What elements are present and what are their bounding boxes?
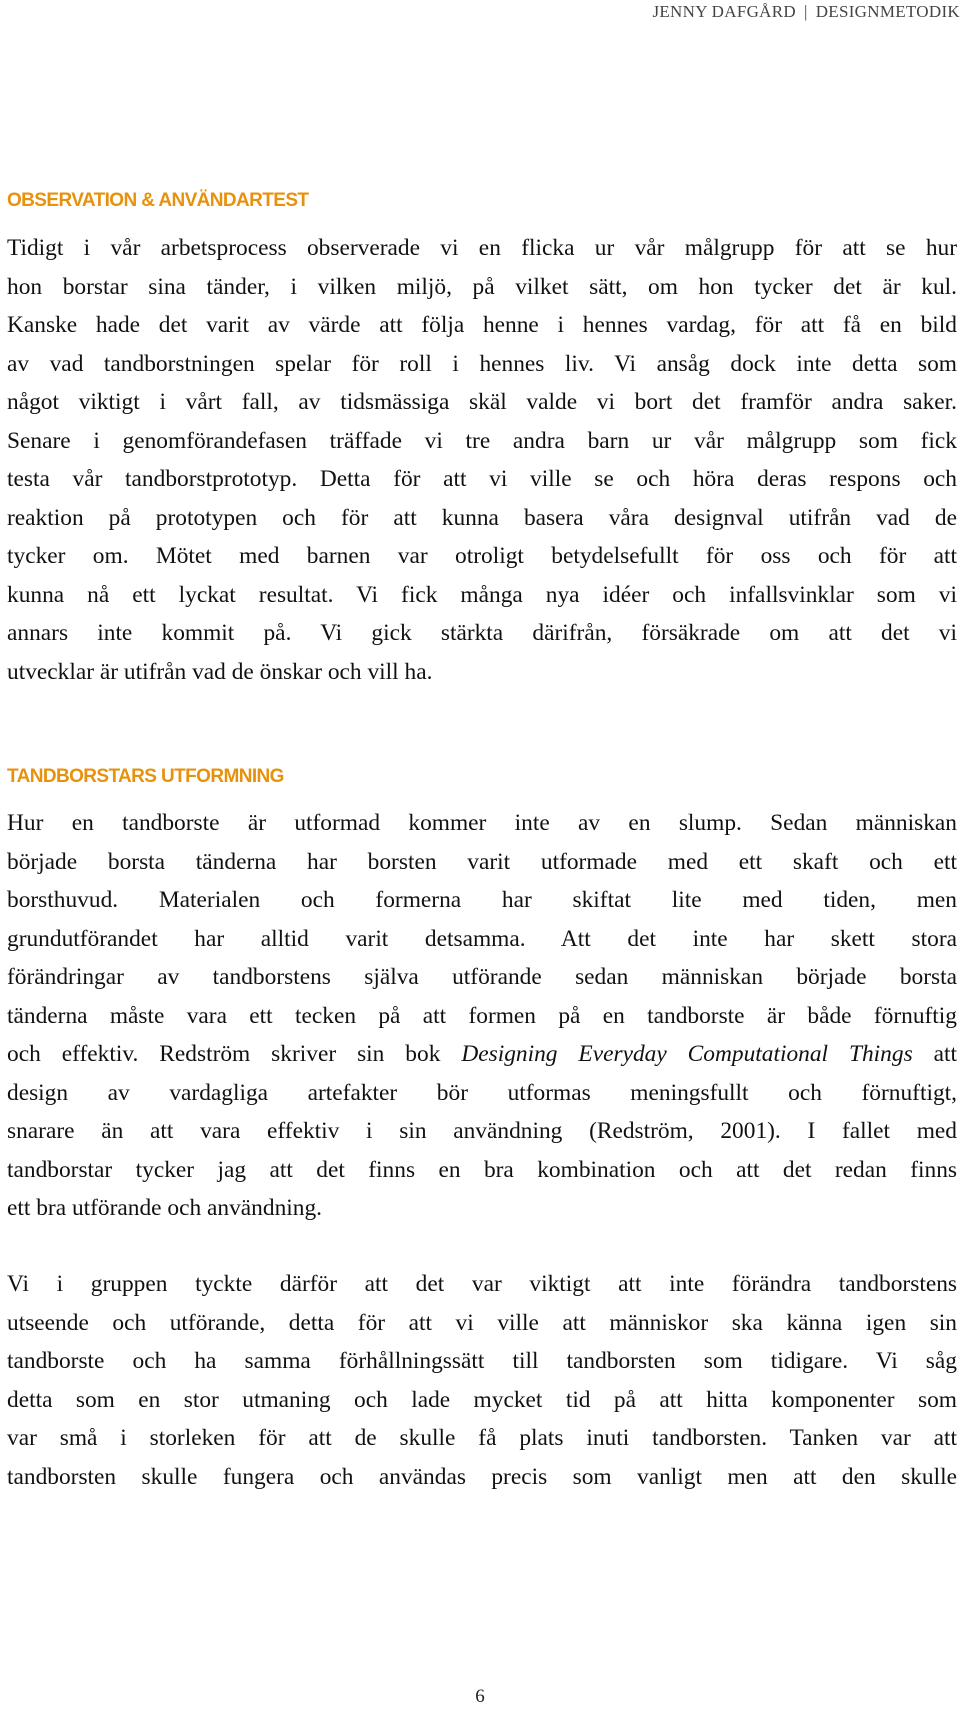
text-line: annars inte kommit på. Vi gick stärkta därifrån, försäkrade om att det vi xyxy=(7,620,957,646)
text-line: utseende och utförande, detta för att vi ville att människor ska känna igen sin xyxy=(7,1309,957,1336)
text-line: utvecklar är utifrån vad de önskar och vill ha. xyxy=(7,658,433,685)
header-subject: DESIGNMETODIK xyxy=(815,2,960,21)
text-line: borsthuvud. Materialen och formerna har skiftat lite med tiden, men xyxy=(7,887,957,913)
text-line: något viktigt i vårt fall, av tidsmässiga skäl valde vi bort det framför andra saker. xyxy=(7,389,957,415)
text-line: grundutförandet har alltid varit detsamma. Att det inte har skett stora xyxy=(7,925,957,952)
text-line: förändringar av tandborstens själva utförande sedan människan började borsta xyxy=(7,964,957,990)
running-header xyxy=(0,2,960,22)
text-line: tandborsten skulle fungera och användas precis som vanligt men att den skulle xyxy=(7,1463,957,1490)
text-line: tänderna måste vara ett tecken på att formen på en tandborste är både förnuftig xyxy=(7,1002,957,1029)
text-line: Vi i gruppen tyckte därför att det var viktigt att inte förändra tandborstens xyxy=(7,1271,957,1297)
text-line-with-book-title xyxy=(7,1035,957,1074)
text-line: började borsta tänderna har borsten varit utformade med ett skaft och ett xyxy=(7,848,957,875)
text-line: Hur en tandborste är utformad kommer inte av en slump. Sedan människan xyxy=(7,810,957,836)
text-line: tycker om. Mötet med barnen var otroligt betydelsefullt för oss och för att xyxy=(7,543,957,569)
text-line: Tidigt i vår arbetsprocess observerade vi en flicka ur vår målgrupp för att se hur xyxy=(7,235,957,261)
paragraph-gruppen xyxy=(7,1265,957,1496)
header-separator: | xyxy=(803,2,808,21)
text-fragment: och effektiv. Redström skriver sin bok xyxy=(7,1041,462,1067)
text-fragment: att xyxy=(912,1041,958,1067)
text-line: hon borstar sina tänder, i vilken miljö, på vilket sätt, om hon tycker det är kul. xyxy=(7,273,957,300)
text-line: tandborstar tycker jag att det finns en bra kombination och att det redan finns xyxy=(7,1156,957,1183)
text-line: detta som en stor utmaning och lade mycket tid på att hitta komponenter som xyxy=(7,1386,957,1413)
header-author: JENNY DAFGÅRD xyxy=(652,2,796,21)
text-line: reaktion på prototypen och för att kunna basera våra designval utifrån vad de xyxy=(7,504,957,531)
text-line: var små i storleken för att de skulle få plats inuti tandborsten. Tanken var att xyxy=(7,1425,957,1451)
paragraph-utformning xyxy=(7,804,957,1228)
text-line: ett bra utförande och användning. xyxy=(7,1195,323,1221)
text-line: tandborste och ha samma förhållningssätt till tandborsten som tidigare. Vi såg xyxy=(7,1348,957,1374)
text-line: Kanske hade det varit av värde att följa henne i hennes vardag, för att få en bild xyxy=(7,312,957,338)
text-line: kunna nå ett lyckat resultat. Vi fick många nya idéer och infallsvinklar som vi xyxy=(7,581,957,608)
page-number: 6 xyxy=(475,1686,485,1707)
text-line: testa vår tandborstprototyp. Detta för att vi ville se och höra deras respons och xyxy=(7,466,957,492)
text-line: Senare i genomförandefasen träffade vi tre andra barn ur vår målgrupp som fick xyxy=(7,427,957,454)
text-line: snarare än att vara effektiv i sin användning (Redström, 2001). I fallet med xyxy=(7,1118,957,1144)
section-heading-observation: OBSERVATION & ANVÄNDARTEST xyxy=(7,190,309,211)
book-title: Designing Everyday Computational Things xyxy=(461,1041,913,1067)
section-heading-utformning: TANDBORSTARS UTFORMNING xyxy=(7,766,284,787)
paragraph-observation xyxy=(7,229,957,691)
text-line: av vad tandborstningen spelar för roll i hennes liv. Vi ansåg dock inte detta som xyxy=(7,350,957,377)
text-line: design av vardagliga artefakter bör utformas meningsfullt och förnuftigt, xyxy=(7,1079,957,1106)
